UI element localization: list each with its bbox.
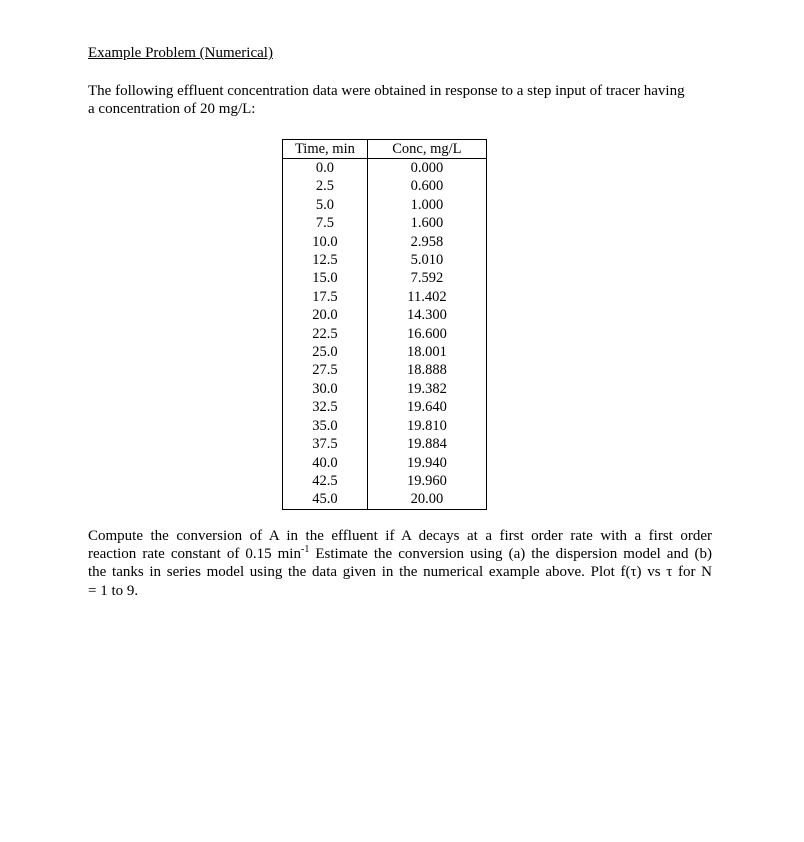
problem-line-3: the tanks in series model using the data given in the numerical example above. Plot f(τ) vs τ for N	[88, 564, 712, 581]
conc-cell: 7.592	[410, 270, 444, 287]
table-row	[283, 269, 487, 287]
time-cell: 25.0	[283, 343, 368, 361]
conc-cell: 19.884	[406, 436, 447, 453]
table-header-row	[283, 140, 487, 159]
intro-paragraph	[88, 82, 718, 118]
table-row	[283, 380, 487, 398]
time-cell: 10.0	[283, 233, 368, 251]
time-cell: 37.5	[283, 435, 368, 453]
table-row	[283, 306, 487, 324]
time-cell: 12.5	[283, 251, 368, 269]
conc-cell: 1.000	[410, 196, 444, 213]
conc-cell: 19.640	[406, 399, 447, 416]
page-heading: Example Problem (Numerical)	[88, 45, 273, 61]
problem-line-4: = 1 to 9.	[88, 582, 139, 599]
conc-cell: 2.958	[410, 233, 444, 250]
table-row	[283, 490, 487, 509]
table-row	[283, 159, 487, 178]
conc-cell: 18.888	[406, 362, 447, 379]
problem-line-2	[88, 545, 712, 563]
time-cell: 0.0	[283, 159, 368, 178]
conc-cell: 19.810	[406, 417, 447, 434]
time-cell: 17.5	[283, 288, 368, 306]
table-row	[283, 398, 487, 416]
conc-cell: 14.300	[406, 307, 447, 324]
table-row	[283, 214, 487, 232]
time-cell: 32.5	[283, 398, 368, 416]
tracer-data-table	[282, 139, 487, 510]
time-cell: 42.5	[283, 472, 368, 490]
column-header-time: Time, min	[283, 140, 368, 159]
time-cell: 30.0	[283, 380, 368, 398]
table-row	[283, 435, 487, 453]
intro-line-2: a concentration of 20 mg/L:	[88, 101, 256, 117]
time-cell: 5.0	[283, 196, 368, 214]
conc-cell: 19.960	[406, 472, 447, 489]
problem-line-1: Compute the conversion of A in the effluent if A decays at a first order rate with a first order	[88, 528, 712, 544]
intro-line-1: The following effluent concentration data were obtained in response to a step input of tracer having	[88, 83, 685, 99]
conc-cell: 20.00	[410, 491, 444, 508]
time-cell: 15.0	[283, 269, 368, 287]
table-row	[283, 196, 487, 214]
table-row	[283, 288, 487, 306]
conc-cell: 16.600	[406, 325, 447, 342]
exponent-superscript: -1	[300, 544, 310, 556]
problem-paragraph	[88, 527, 712, 600]
table-body	[283, 159, 487, 510]
conc-cell: 0.000	[410, 160, 444, 176]
time-cell: 2.5	[283, 177, 368, 195]
conc-cell: 19.940	[406, 454, 447, 471]
table-row	[283, 361, 487, 379]
problem-line-2-start: reaction rate constant of 0.15 min	[88, 546, 301, 563]
conc-cell: 0.600	[410, 178, 444, 195]
table-row	[283, 343, 487, 361]
time-cell: 20.0	[283, 306, 368, 324]
conc-cell: 11.402	[407, 288, 447, 305]
conc-cell: 5.010	[410, 252, 444, 269]
column-header-conc: Conc, mg/L	[367, 140, 486, 159]
time-cell: 22.5	[283, 325, 368, 343]
time-cell: 27.5	[283, 361, 368, 379]
table-row	[283, 233, 487, 251]
conc-cell: 19.382	[406, 380, 447, 397]
time-cell: 35.0	[283, 417, 368, 435]
table-row	[283, 325, 487, 343]
table-row	[283, 251, 487, 269]
table-row	[283, 454, 487, 472]
time-cell: 40.0	[283, 454, 368, 472]
conc-cell: 18.001	[406, 344, 447, 361]
table-row	[283, 177, 487, 195]
time-cell: 45.0	[283, 490, 368, 509]
conc-cell: 1.600	[410, 215, 444, 232]
problem-line-2-end: Estimate the conversion using (a) the dispersion model and (b)	[309, 546, 712, 563]
time-cell: 7.5	[283, 214, 368, 232]
table-row	[283, 417, 487, 435]
table-row	[283, 472, 487, 490]
